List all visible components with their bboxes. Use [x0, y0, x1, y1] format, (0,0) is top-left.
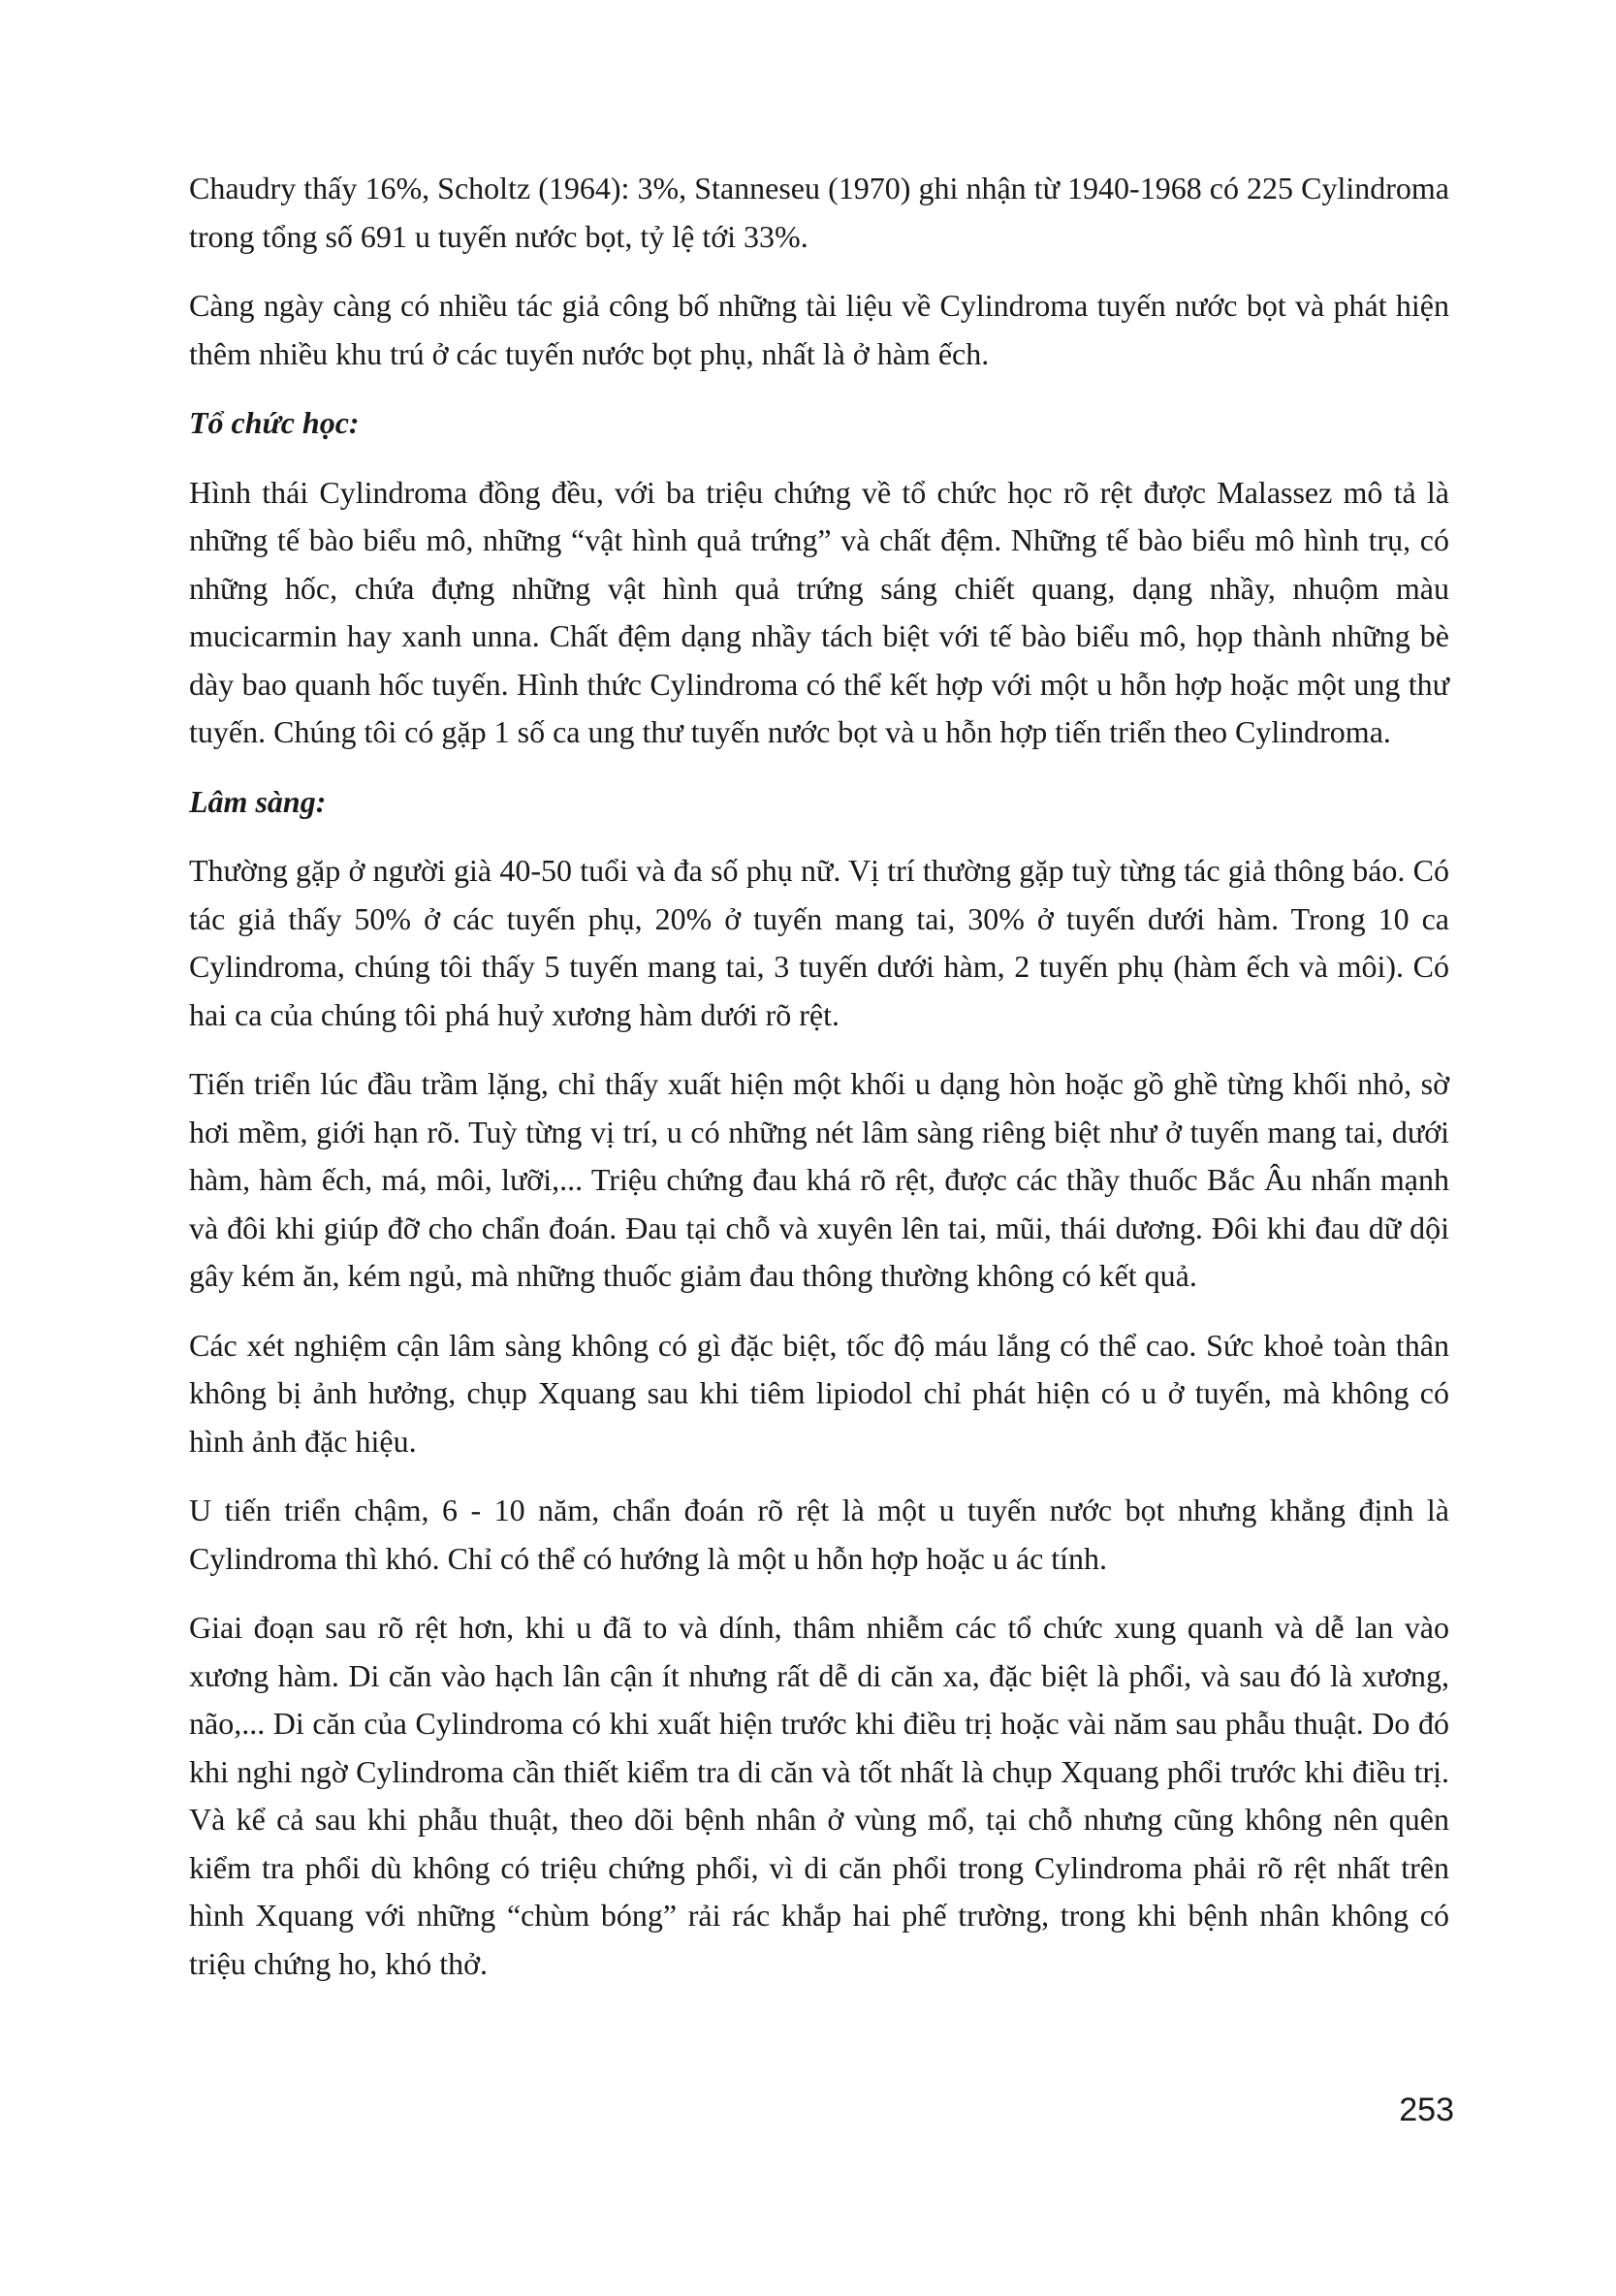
paragraph-publications: Càng ngày càng có nhiều tác giả công bố những tài liệu về Cylindroma tuyến nước bọt và phát hiện thêm nhiều khu trú ở các tuyến nước bọt phụ, nhất là ở hàm ếch.: [189, 288, 1449, 371]
section-heading-clinical: Lâm sàng:: [189, 783, 327, 819]
paragraph-slow-progression: U tiến triển chậm, 6 - 10 năm, chẩn đoán rõ rệt là một u tuyến nước bọt nhưng khẳng định là Cylindroma thì khó. Chỉ có thể có hướng là một u hỗn hợp hoặc u ác tính.: [189, 1493, 1449, 1576]
paragraph-prevalence: Chaudry thấy 16%, Scholtz (1964): 3%, Stanneseu (1970) ghi nhận từ 1940-1968 có 225 Cylindroma trong tổng số 691 u tuyến nước bọt, tỷ lệ tới 33%.: [189, 171, 1449, 254]
page-number: 253: [1399, 2092, 1454, 2128]
paragraph-clinical-progression: Tiến triển lúc đầu trầm lặng, chỉ thấy xuất hiện một khối u dạng hòn hoặc gồ ghề từng khối nhỏ, sờ hơi mềm, giới hạn rõ. Tuỳ từng vị trí, u có những nét lâm sàng riêng biệt như ở tuyến mang tai, dưới hàm, hàm ếch, má, môi, lưỡi,... Triệu chứng đau khá rõ rệt, được các thầy thuốc Bắc Âu nhấn mạnh và đôi khi giúp đỡ cho chẩn đoán. Đau tại chỗ và xuyên lên tai, mũi, thái dương. Đôi khi đau dữ dội gây kém ăn, kém ngủ, mà những thuốc giảm đau thông thường không có kết quả.: [189, 1066, 1449, 1293]
paragraph-clinical-age: Thường gặp ở người già 40-50 tuổi và đa số phụ nữ. Vị trí thường gặp tuỳ từng tác giả thông báo. Có tác giả thấy 50% ở các tuyến phụ, 20% ở tuyến mang tai, 30% ở tuyến dưới hàm. Trong 10 ca Cylindroma, chúng tôi thấy 5 tuyến mang tai, 3 tuyến dưới hàm, 2 tuyến phụ (hàm ếch và môi). Có hai ca của chúng tôi phá huỷ xương hàm dưới rõ rệt.: [189, 853, 1449, 1032]
paragraph-lab-tests: Các xét nghiệm cận lâm sàng không có gì đặc biệt, tốc độ máu lắng có thể cao. Sức khoẻ toàn thân không bị ảnh hưởng, chụp Xquang sau khi tiêm lipiodol chỉ phát hiện có u ở tuyến, mà không có hình ảnh đặc hiệu.: [189, 1327, 1449, 1459]
page-body: [189, 165, 1449, 2009]
section-heading-histology: Tổ chức học:: [189, 405, 360, 440]
paragraph-histology: Hình thái Cylindroma đồng đều, với ba triệu chứng về tổ chức học rõ rệt được Malassez mô tả là những tế bào biểu mô, những “vật hình quả trứng” và chất đệm. Những tế bào biểu mô hình trụ, có những hốc, chứa đựng những vật hình quả trứng sáng chiết quang, dạng nhầy, nhuộm màu mucicarmin hay xanh unna. Chất đệm dạng nhầy tách biệt với tế bào biểu mô, họp thành những bè dày bao quanh hốc tuyến. Hình thức Cylindroma có thể kết hợp với một u hỗn hợp hoặc một ung thư tuyến. Chúng tôi có gặp 1 số ca ung thư tuyến nước bọt và u hỗn hợp tiến triển theo Cylindroma.: [189, 474, 1449, 749]
paragraph-late-stage: Giai đoạn sau rõ rệt hơn, khi u đã to và dính, thâm nhiễm các tổ chức xung quanh và dễ lan vào xương hàm. Di căn vào hạch lân cận ít nhưng rất dễ di căn xa, đặc biệt là phổi, và sau đó là xương, não,... Di căn của Cylindroma có khi xuất hiện trước khi điều trị hoặc vài năm sau phẫu thuật. Do đó khi nghi ngờ Cylindroma cần thiết kiểm tra di căn và tốt nhất là chụp Xquang phổi trước khi điều trị. Và kể cả sau khi phẫu thuật, theo dõi bệnh nhân ở vùng mổ, tại chỗ nhưng cũng không nên quên kiểm tra phổi dù không có triệu chứng phổi, vì di căn phổi trong Cylindroma phải rõ rệt nhất trên hình Xquang với những “chùm bóng” rải rác khắp hai phế trường, trong khi bệnh nhân không có triệu chứng ho, khó thở.: [189, 1610, 1449, 1981]
